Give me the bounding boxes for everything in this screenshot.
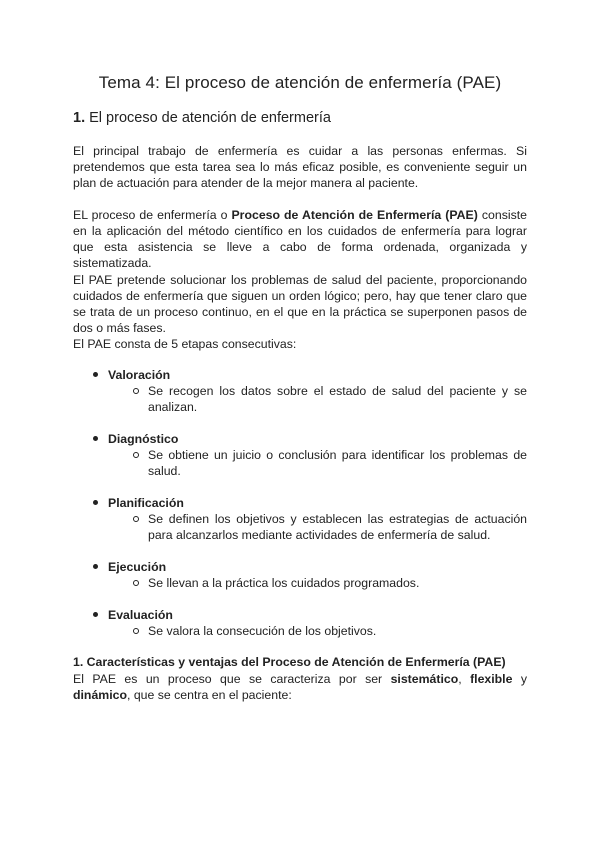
stage-item	[93, 607, 527, 639]
section-heading-1	[73, 110, 331, 126]
section-number: 1.	[73, 110, 86, 126]
bullet-circle-icon	[133, 452, 139, 458]
characteristic-systematic: sistemático	[390, 672, 459, 686]
paragraph-intro: El principal trabajo de enfermería es cuidar a las personas enfermas. Si pretendemos que esta tarea sea lo más eficaz posible, es conveniente seguir un plan de actuación para atender de la mejor manera al paciente.	[73, 144, 527, 190]
characteristics-start: El PAE es un proceso que se caracteriza por ser	[73, 672, 391, 686]
stage-name: Planificación	[108, 496, 184, 510]
paragraph-stages-intro: El PAE consta de 5 etapas consecutivas:	[73, 337, 297, 351]
bullet-circle-icon	[133, 580, 139, 586]
stage-detail: Se obtiene un juicio o conclusión para identificar los problemas de salud.	[148, 448, 527, 478]
stage-item	[93, 367, 527, 415]
bullet-circle-icon	[133, 388, 139, 394]
bullet-dot-icon	[93, 612, 98, 617]
paragraph-purpose: El PAE pretende solucionar los problemas de salud del paciente, proporcionando cuidados de enfermería que siguen un orden lógico; pero, hay que tener claro que se trata de un proceso continuo, en el que en la práctica se superponen pasos de dos o más fases.	[73, 273, 527, 335]
stage-item	[93, 431, 527, 479]
stage-detail: Se definen los objetivos y establecen las estrategias de actuación para alcanzarlos mediante actividades de enfermería de salud.	[148, 512, 527, 542]
document-title: Tema 4: El proceso de atención de enfermería (PAE)	[98, 73, 502, 92]
stage-detail: Se valora la consecución de los objetivos.	[148, 624, 377, 638]
paragraph-definition-start: EL proceso de enfermería o	[73, 208, 232, 222]
paragraph-definition-end: consiste en la aplicación del método científico en los cuidados de enfermería para lograr que esta asistencia se lleve a cabo de forma ordenada, organizada y sistematizada.	[73, 208, 527, 270]
bullet-dot-icon	[93, 372, 98, 377]
characteristics-sep-1: ,	[458, 672, 471, 686]
stage-name: Diagnóstico	[108, 432, 179, 446]
paragraph-characteristics	[73, 671, 527, 703]
paragraph-definition	[73, 207, 527, 271]
stage-item	[93, 559, 527, 591]
stage-name: Evaluación	[108, 608, 173, 622]
stage-detail: Se recogen los datos sobre el estado de salud del paciente y se analizan.	[148, 384, 527, 414]
bullet-dot-icon	[93, 500, 98, 505]
characteristics-sep-2: y	[512, 672, 527, 686]
bullet-circle-icon	[133, 628, 139, 634]
section-heading-text: El proceso de atención de enfermería	[89, 110, 331, 126]
bullet-dot-icon	[93, 564, 98, 569]
bullet-dot-icon	[93, 436, 98, 441]
characteristics-end: , que se centra en el paciente:	[126, 688, 292, 702]
bullet-circle-icon	[133, 516, 139, 522]
stage-item	[93, 495, 527, 543]
characteristic-flexible: flexible	[470, 672, 513, 686]
stage-detail: Se llevan a la práctica los cuidados programados.	[148, 576, 420, 590]
section-heading-2: 1. Características y ventajas del Proceso de Atención de Enfermería (PAE)	[73, 655, 506, 669]
characteristic-dynamic: dinámico	[73, 688, 127, 702]
stage-name: Valoración	[108, 368, 171, 382]
stage-name: Ejecución	[108, 560, 167, 574]
paragraph-definition-bold: Proceso de Atención de Enfermería (PAE)	[231, 208, 478, 222]
